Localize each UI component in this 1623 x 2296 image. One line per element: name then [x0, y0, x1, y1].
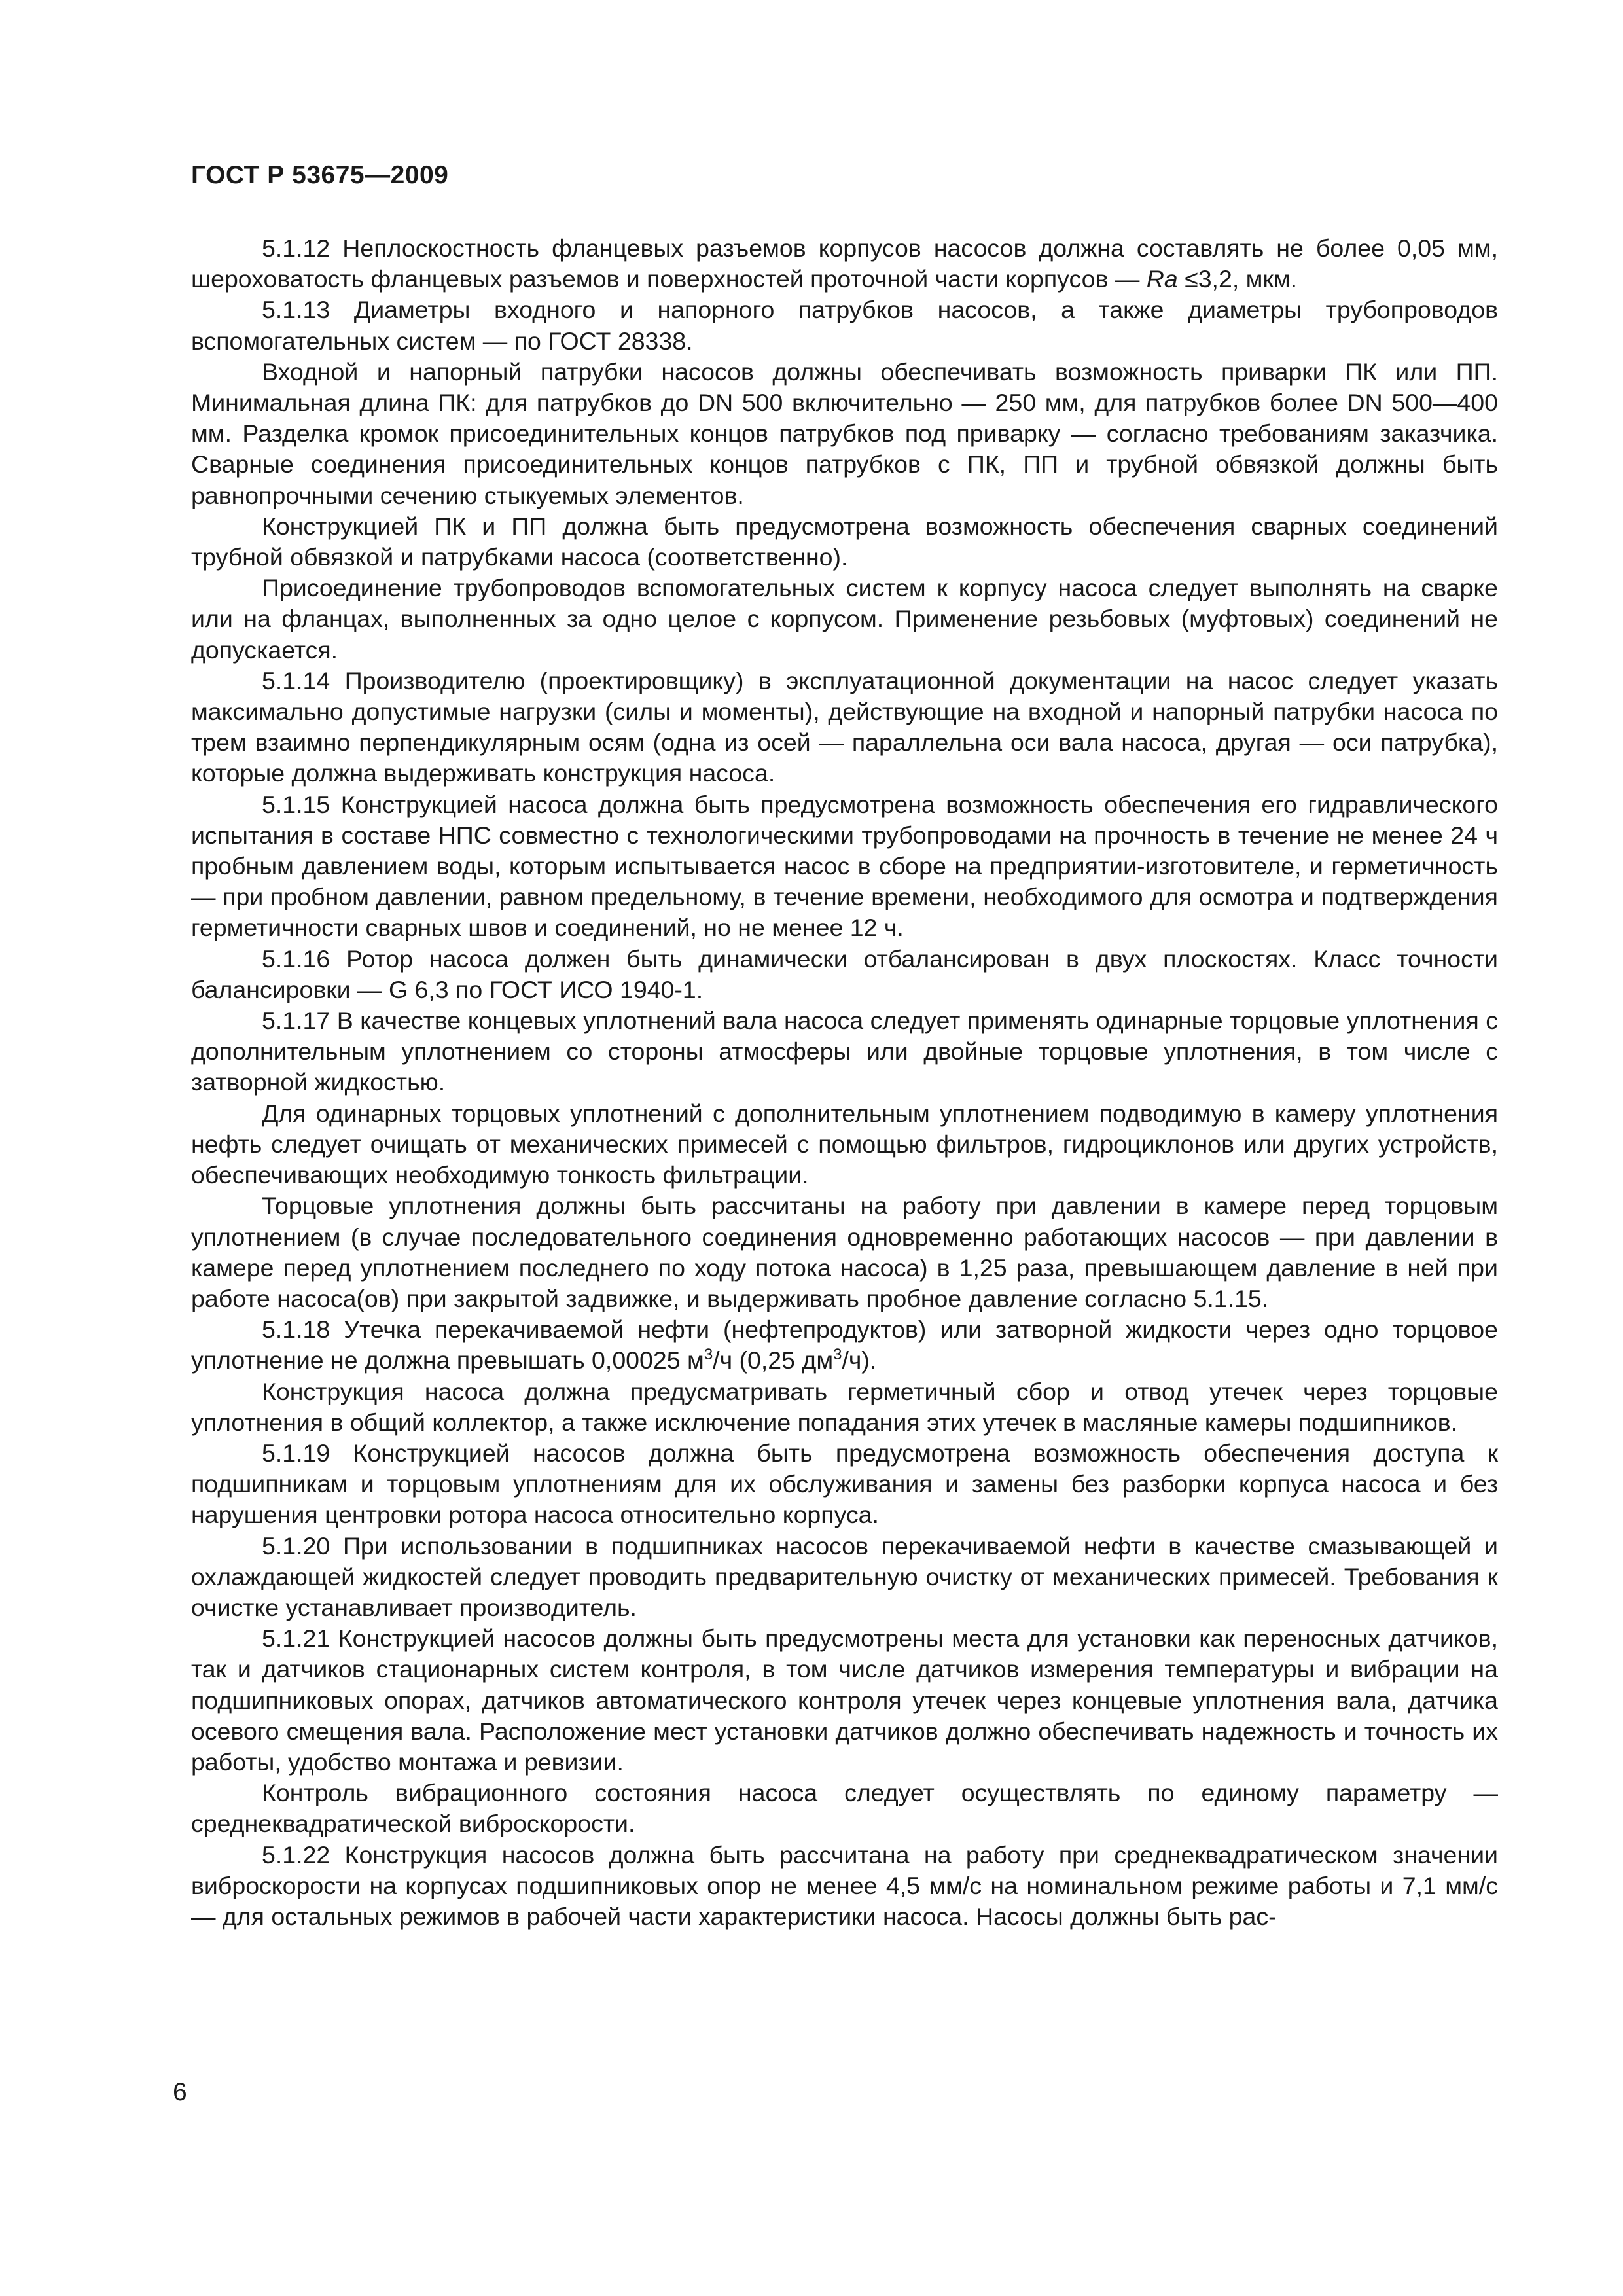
document-header: ГОСТ Р 53675—2009 [191, 161, 449, 189]
superscript: 3 [704, 1346, 713, 1364]
italic-symbol-ra: Ra [1146, 265, 1178, 293]
paragraph-5-1-18 [191, 1314, 1498, 1376]
paragraph: Входной и напорный патрубки насосов должны обеспечивать возможность приварки ПК или ПП. Минимальная длина ПК: для патрубков до DN 500 включительно — 250 мм, для патрубков более DN 500—400 мм. Разделка кромок присоединительных концов патрубков под приварку — согласно требованиям заказчика. Сварные соединения присоединительных концов патрубков с ПК, ПП и трубной обвязкой должны быть равнопрочными сечению стыкуемых элементов. [191, 357, 1498, 509]
document-body [191, 233, 1498, 1932]
paragraph-5-1-20: 5.1.20 При использовании в подшипниках насосов перекачиваемой нефти в качестве смазывающей и охлаждающей жидкостей следует проводить предварительную очистку от механических примесей. Требования к очистке устанавливает производитель. [191, 1532, 1498, 1621]
text-run: 5.1.18 Утечка перекачиваемой нефти (нефтепродуктов) или затворной жидкости через одно торцовое уплотнение не должна превышать 0,00025 м [191, 1316, 1498, 1374]
paragraph-5-1-21: 5.1.21 Конструкцией насосов должны быть предусмотрены места для установки как переносных датчиков, так и датчиков стационарных систем контроля, в том числе датчиков измерения температуры и вибрации на подшипниковых опорах, датчиков автоматического контроля утечек через концевые уплотнения вала, датчика осевого смещения вала. Расположение мест установки датчиков должно обеспечивать надежность и точность их работы, удобство монтажа и ревизии. [191, 1624, 1498, 1776]
page-number: 6 [173, 2078, 187, 2106]
paragraph-5-1-22: 5.1.22 Конструкция насосов должна быть рассчитана на работу при среднеквадратическом значении виброскорости на корпусах подшипниковых опор не менее 4,5 мм/с на номинальном режиме работы и 7,1 мм/с — для остальных режимов в рабочей части характеристики насоса. Насосы должны быть рас- [191, 1840, 1498, 1930]
paragraph-5-1-17: 5.1.17 В качестве концевых уплотнений вала насоса следует применять одинарные торцовые уплотнения с дополнительным уплотнением со стороны атмосферы или двойные торцовые уплотнения, в том числе с затворной жидкостью. [191, 1007, 1498, 1096]
paragraph: Контроль вибрационного состояния насоса следует осуществлять по единому параметру — среднеквадратической виброскорости. [191, 1779, 1498, 1838]
text-run: ≤3,2, мкм. [1177, 265, 1298, 293]
paragraph-5-1-13: 5.1.13 Диаметры входного и напорного патрубков насосов, а также диаметры трубопроводов вспомогательных систем — по ГОСТ 28338. [191, 296, 1498, 355]
paragraph-5-1-15: 5.1.15 Конструкцией насоса должна быть предусмотрена возможность обеспечения его гидравлического испытания в составе НПС совместно с технологическими трубопроводами на прочность в течение не менее 24 ч пробным давлением воды, которым испытывается насос в сборе на предприятии-изготовителе, и герметичность — при пробном давлении, равном предельному, в течение времени, необходимого для осмотра и подтверждения герметичности сварных швов и соединений, но не менее 12 ч. [191, 790, 1498, 942]
text-run: 5.1.12 Неплоскостность фланцевых разъемов корпусов насосов должна составлять не более 0,05 мм, шероховатость фланцевых разъемов и поверхностей проточной части корпусов — [191, 234, 1498, 293]
text-run: /ч (0,25 дм [713, 1346, 834, 1374]
paragraph: Для одинарных торцовых уплотнений с дополнительным уплотнением подводимую в камеру уплотнения нефть следует очищать от механических примесей с помощью фильтров, гидроциклонов или других устройств, обеспечивающих необходимую тонкость фильтрации. [191, 1099, 1498, 1189]
paragraph: Конструкция насоса должна предусматривать герметичный сбор и отвод утечек через торцовые уплотнения в общий коллектор, а также исключение попадания этих утечек в масляные камеры подшипников. [191, 1377, 1498, 1436]
superscript: 3 [833, 1346, 842, 1364]
paragraph-5-1-19: 5.1.19 Конструкцией насосов должна быть предусмотрена возможность обеспечения доступа к подшипникам и торцовым уплотнениям для их обслуживания и замены без разборки корпуса насоса и без нарушения центровки ротора насоса относительно корпуса. [191, 1439, 1498, 1529]
paragraph: Присоединение трубопроводов вспомогательных систем к корпусу насоса следует выполнять на сварке или на фланцах, выполненных за одно целое с корпусом. Применение резьбовых (муфтовых) соединений не допускается. [191, 574, 1498, 664]
paragraph: Конструкцией ПК и ПП должна быть предусмотрена возможность обеспечения сварных соединений трубной обвязкой и патрубками насоса (соответственно). [191, 512, 1498, 571]
text-run: /ч). [842, 1346, 877, 1374]
paragraph-5-1-12 [191, 233, 1498, 295]
paragraph-5-1-14: 5.1.14 Производителю (проектировщику) в эксплуатационной документации на насос следует указать максимально допустимые нагрузки (силы и моменты), действующие на входной и напорный патрубки насоса по трем взаимно перпендикулярным осям (одна из осей — параллельна оси вала насоса, другая — оси патрубка), которые должна выдерживать конструкция насоса. [191, 666, 1498, 787]
paragraph-5-1-16: 5.1.16 Ротор насоса должен быть динамически отбалансирован в двух плоскостях. Класс точности балансировки — G 6,3 по ГОСТ ИСО 1940-1. [191, 944, 1498, 1003]
paragraph: Торцовые уплотнения должны быть рассчитаны на работу при давлении в камере перед торцовым уплотнением (в случае последовательного соединения одновременно работающих насосов — при давлении в камере перед уплотнением последнего по ходу потока насоса) в 1,25 раза, превышающем давление в ней при работе насоса(ов) при закрытой задвижке, и выдерживать пробное давление согласно 5.1.15. [191, 1192, 1498, 1312]
